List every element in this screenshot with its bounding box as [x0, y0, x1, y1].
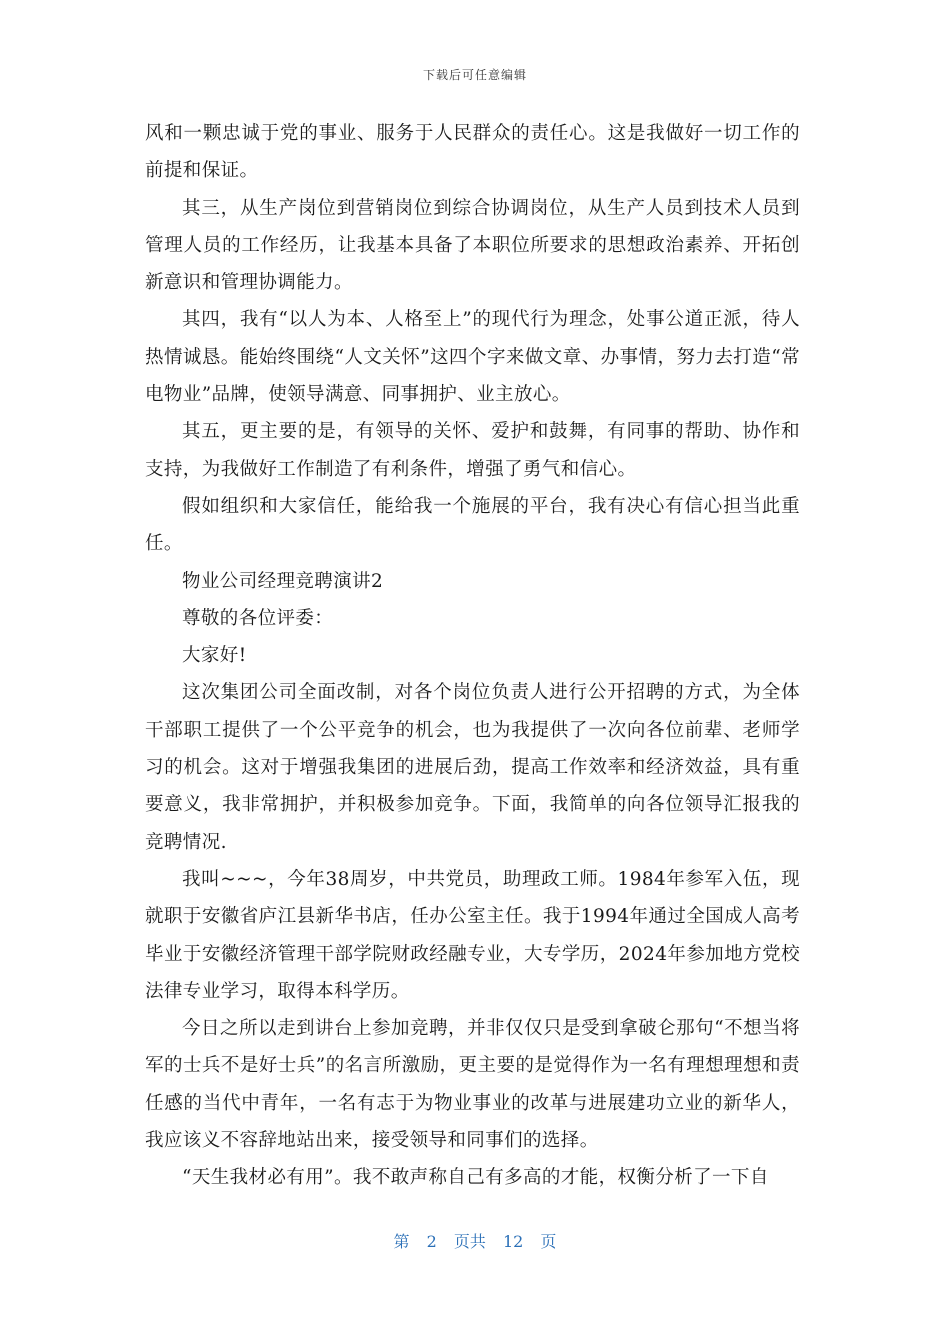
paragraph: 假如组织和大家信任，能给我一个施展的平台，我有决心有信心担当此重任。	[145, 495, 800, 555]
paragraph: 我叫~~~，今年38周岁，中共党员，助理政工师。1984年参军入伍，现就职于安徽省庐江县新华书店，任办公室主任。我于1994年通过全国成人高考毕业于安徽经济管理干部学院财政经融专业，大专学历，2024年参加地方党校法律专业学习，取得本科学历。	[145, 868, 800, 1002]
page-number-footer: 第 2 页共 12 页	[393, 1232, 557, 1251]
salutation: 尊敬的各位评委：	[182, 607, 334, 629]
paragraph: 今日之所以走到讲台上参加竞聘，并非仅仅只是受到拿破仑那句“不想当将军的士兵不是好士兵”的名言所激励，更主要的是觉得作为一名有理想理想和责任感的当代中青年，一名有志于为物业事业的改革与进展建功立业的新华人，我应该义不容辞地站出来，接受领导和同事们的选择。	[145, 1018, 800, 1152]
paragraph: 这次集团公司全面改制，对各个岗位负责人进行公开招聘的方式，为全体干部职工提供了一个公平竞争的机会，也为我提供了一次向各位前辈、老师学习的机会。这对于增强我集团的进展后劲，提高工作效率和经济效益，具有重要意义，我非常拥护，并积极参加竞争。下面，我简单的向各位领导汇报我的竞聘情况.	[145, 682, 800, 853]
document-body	[145, 115, 800, 1197]
paragraph: 其四，我有“以人为本、人格至上”的现代行为理念，处事公道正派，待人热情诚恳。能始终围绕“人文关怀”这四个字来做文章、办事情，努力去打造“常电物业”品牌，使领导满意、同事拥护、业主放心。	[145, 309, 800, 406]
page-header: 下载后可任意编辑	[422, 68, 527, 82]
greeting: 大家好!	[182, 645, 247, 667]
paragraph: 其五，更主要的是，有领导的关怀、爱护和鼓舞，有同事的帮助、协作和支持，为我做好工作制造了有利条件，增强了勇气和信心。	[145, 421, 800, 480]
paragraph: 其三，从生产岗位到营销岗位到综合协调岗位，从生产人员到技术人员到管理人员的工作经历，让我基本具备了本职位所要求的思想政治素养、开拓创新意识和管理协调能力。	[145, 197, 800, 294]
paragraph: 风和一颗忠诚于党的事业、服务于人民群众的责任心。这是我做好一切工作的前提和保证。	[145, 123, 800, 182]
section-title: 物业公司经理竞聘演讲2	[182, 570, 384, 592]
paragraph: “天生我材必有用”。我不敢声称自己有多高的才能，权衡分析了一下自	[182, 1167, 769, 1189]
